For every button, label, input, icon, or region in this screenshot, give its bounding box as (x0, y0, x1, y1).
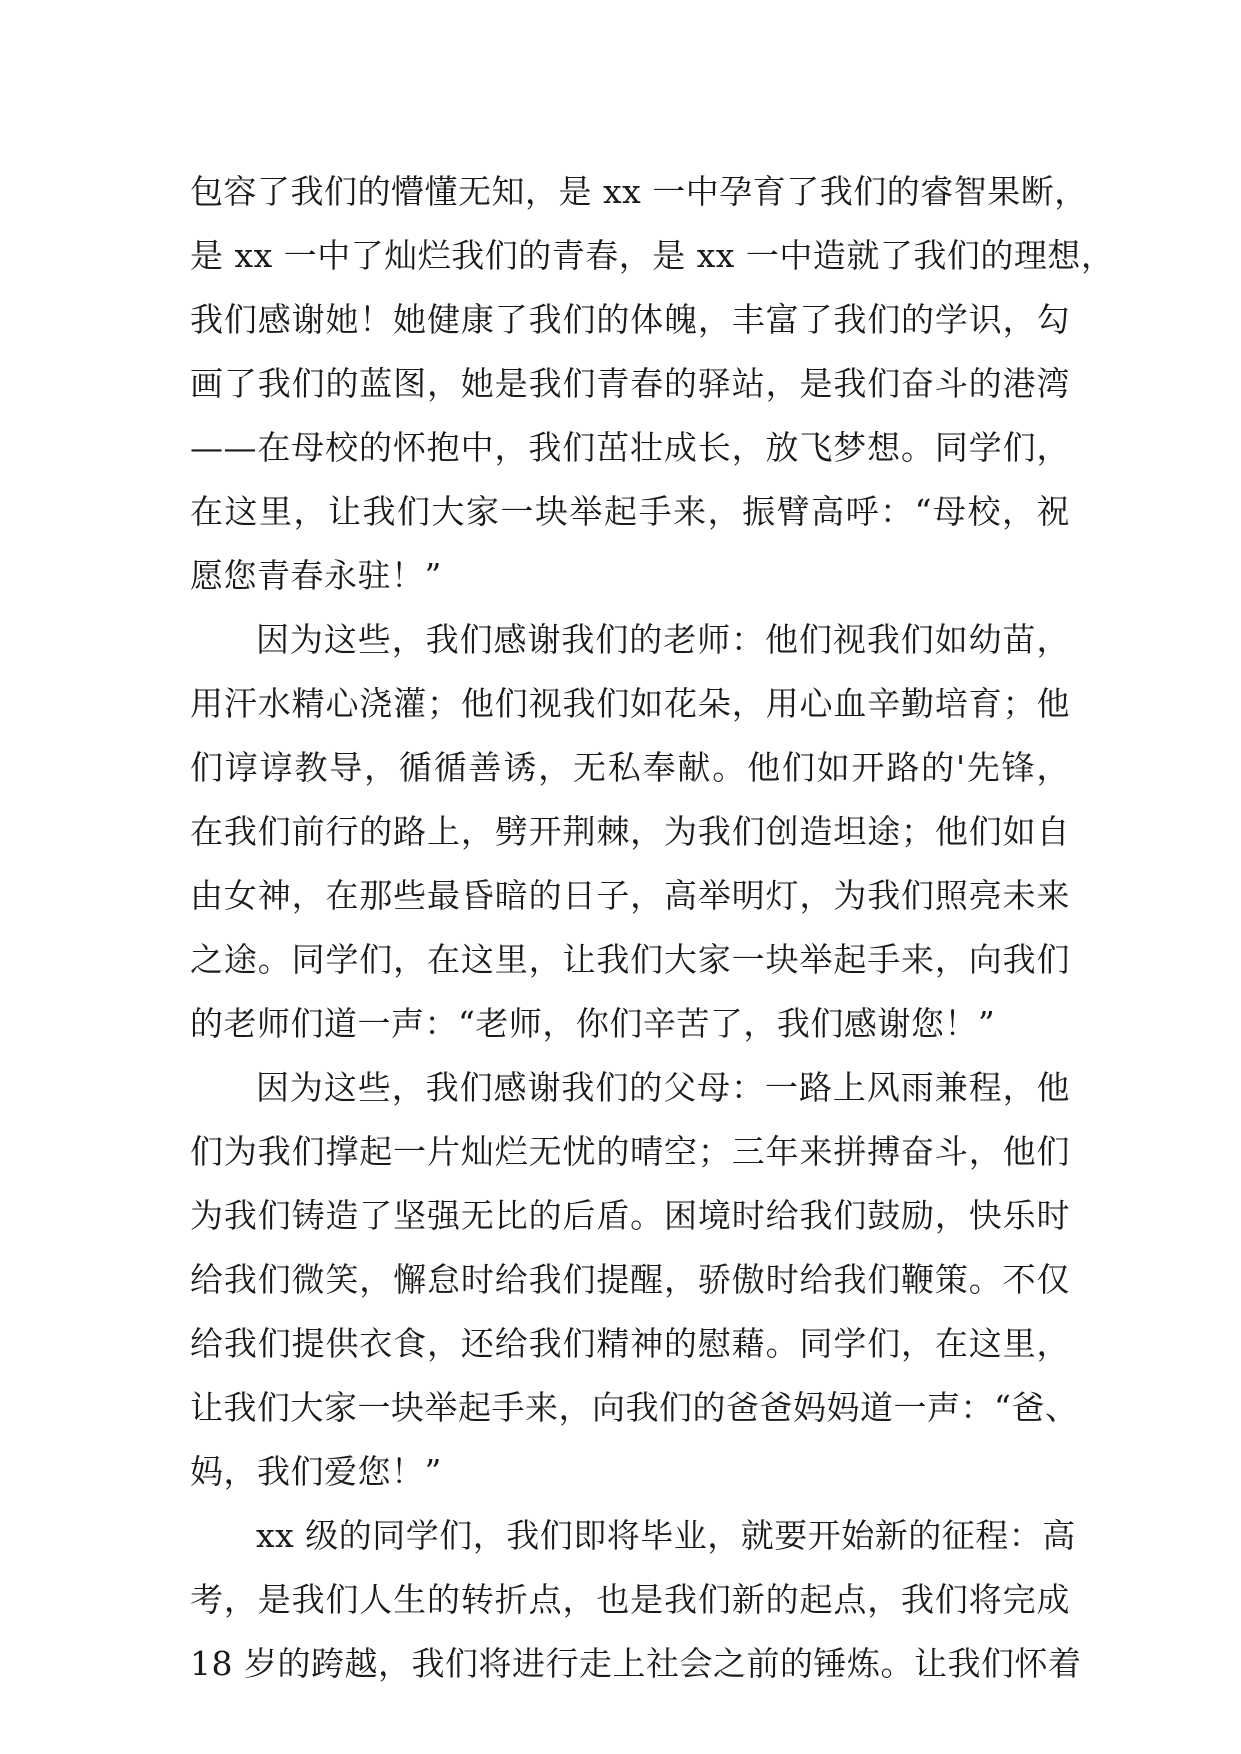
text-line: 给我们提供衣食，还给我们精神的慰藉。同学们，在这里， (190, 1324, 1070, 1363)
text-line: 在这里，让我们大家一块举起手来，振臂高呼：“母校，祝 (190, 492, 1070, 531)
text-line: 愿您青春永驻！” (190, 556, 442, 595)
text-line: 包容了我们的懵懂无知，是 xx 一中孕育了我们的睿智果断， (190, 172, 1088, 211)
text-line: ——在母校的怀抱中，我们茁壮成长，放飞梦想。同学们， (190, 428, 1070, 467)
text-line: 18 岁的跨越，我们将进行走上社会之前的锤炼。让我们怀着 (190, 1644, 1082, 1683)
text-line: 的老师们道一声：“老师，你们辛苦了，我们感谢您！” (190, 1004, 996, 1043)
paragraph-first-line: 因为这些，我们感谢我们的老师：他们视我们如幼苗， (256, 620, 1070, 659)
text-line: 为我们铸造了坚强无比的后盾。困境时给我们鼓励，快乐时 (190, 1196, 1070, 1235)
text-line: 妈，我们爱您！” (190, 1452, 442, 1491)
text-line: 我们感谢她！她健康了我们的体魄，丰富了我们的学识，勾 (190, 300, 1070, 339)
text-line: 画了我们的蓝图，她是我们青春的驿站，是我们奋斗的港湾 (190, 364, 1070, 403)
text-line: 们为我们撑起一片灿烂无忧的晴空；三年来拼搏奋斗，他们 (190, 1132, 1070, 1171)
text-line: 之途。同学们，在这里，让我们大家一块举起手来，向我们 (190, 940, 1070, 979)
text-line: 用汗水精心浇灌；他们视我们如花朵，用心血辛勤培育；他 (190, 684, 1070, 723)
paragraph-first-line: 因为这些，我们感谢我们的父母：一路上风雨兼程，他 (256, 1068, 1070, 1107)
text-line: 让我们大家一块举起手来，向我们的爸爸妈妈道一声：“爸、 (190, 1388, 1079, 1427)
text-line: 给我们微笑，懈怠时给我们提醒，骄傲时给我们鞭策。不仅 (190, 1260, 1070, 1299)
body-text (190, 160, 1115, 1696)
paragraph-first-line: xx 级的同学们，我们即将毕业，就要开始新的征程：高 (256, 1516, 1076, 1555)
text-line: 是 xx 一中了灿烂我们的青春，是 xx 一中造就了我们的理想， (190, 236, 1115, 275)
text-line: 们谆谆教导，循循善诱，无私奉献。他们如开路的'先锋， (190, 748, 1070, 787)
text-line: 由女神，在那些最昏暗的日子，高举明灯，为我们照亮未来 (190, 876, 1070, 915)
text-line: 考，是我们人生的转折点，也是我们新的起点，我们将完成 (190, 1580, 1070, 1619)
text-line: 在我们前行的路上，劈开荆棘，为我们创造坦途；他们如自 (190, 812, 1070, 851)
